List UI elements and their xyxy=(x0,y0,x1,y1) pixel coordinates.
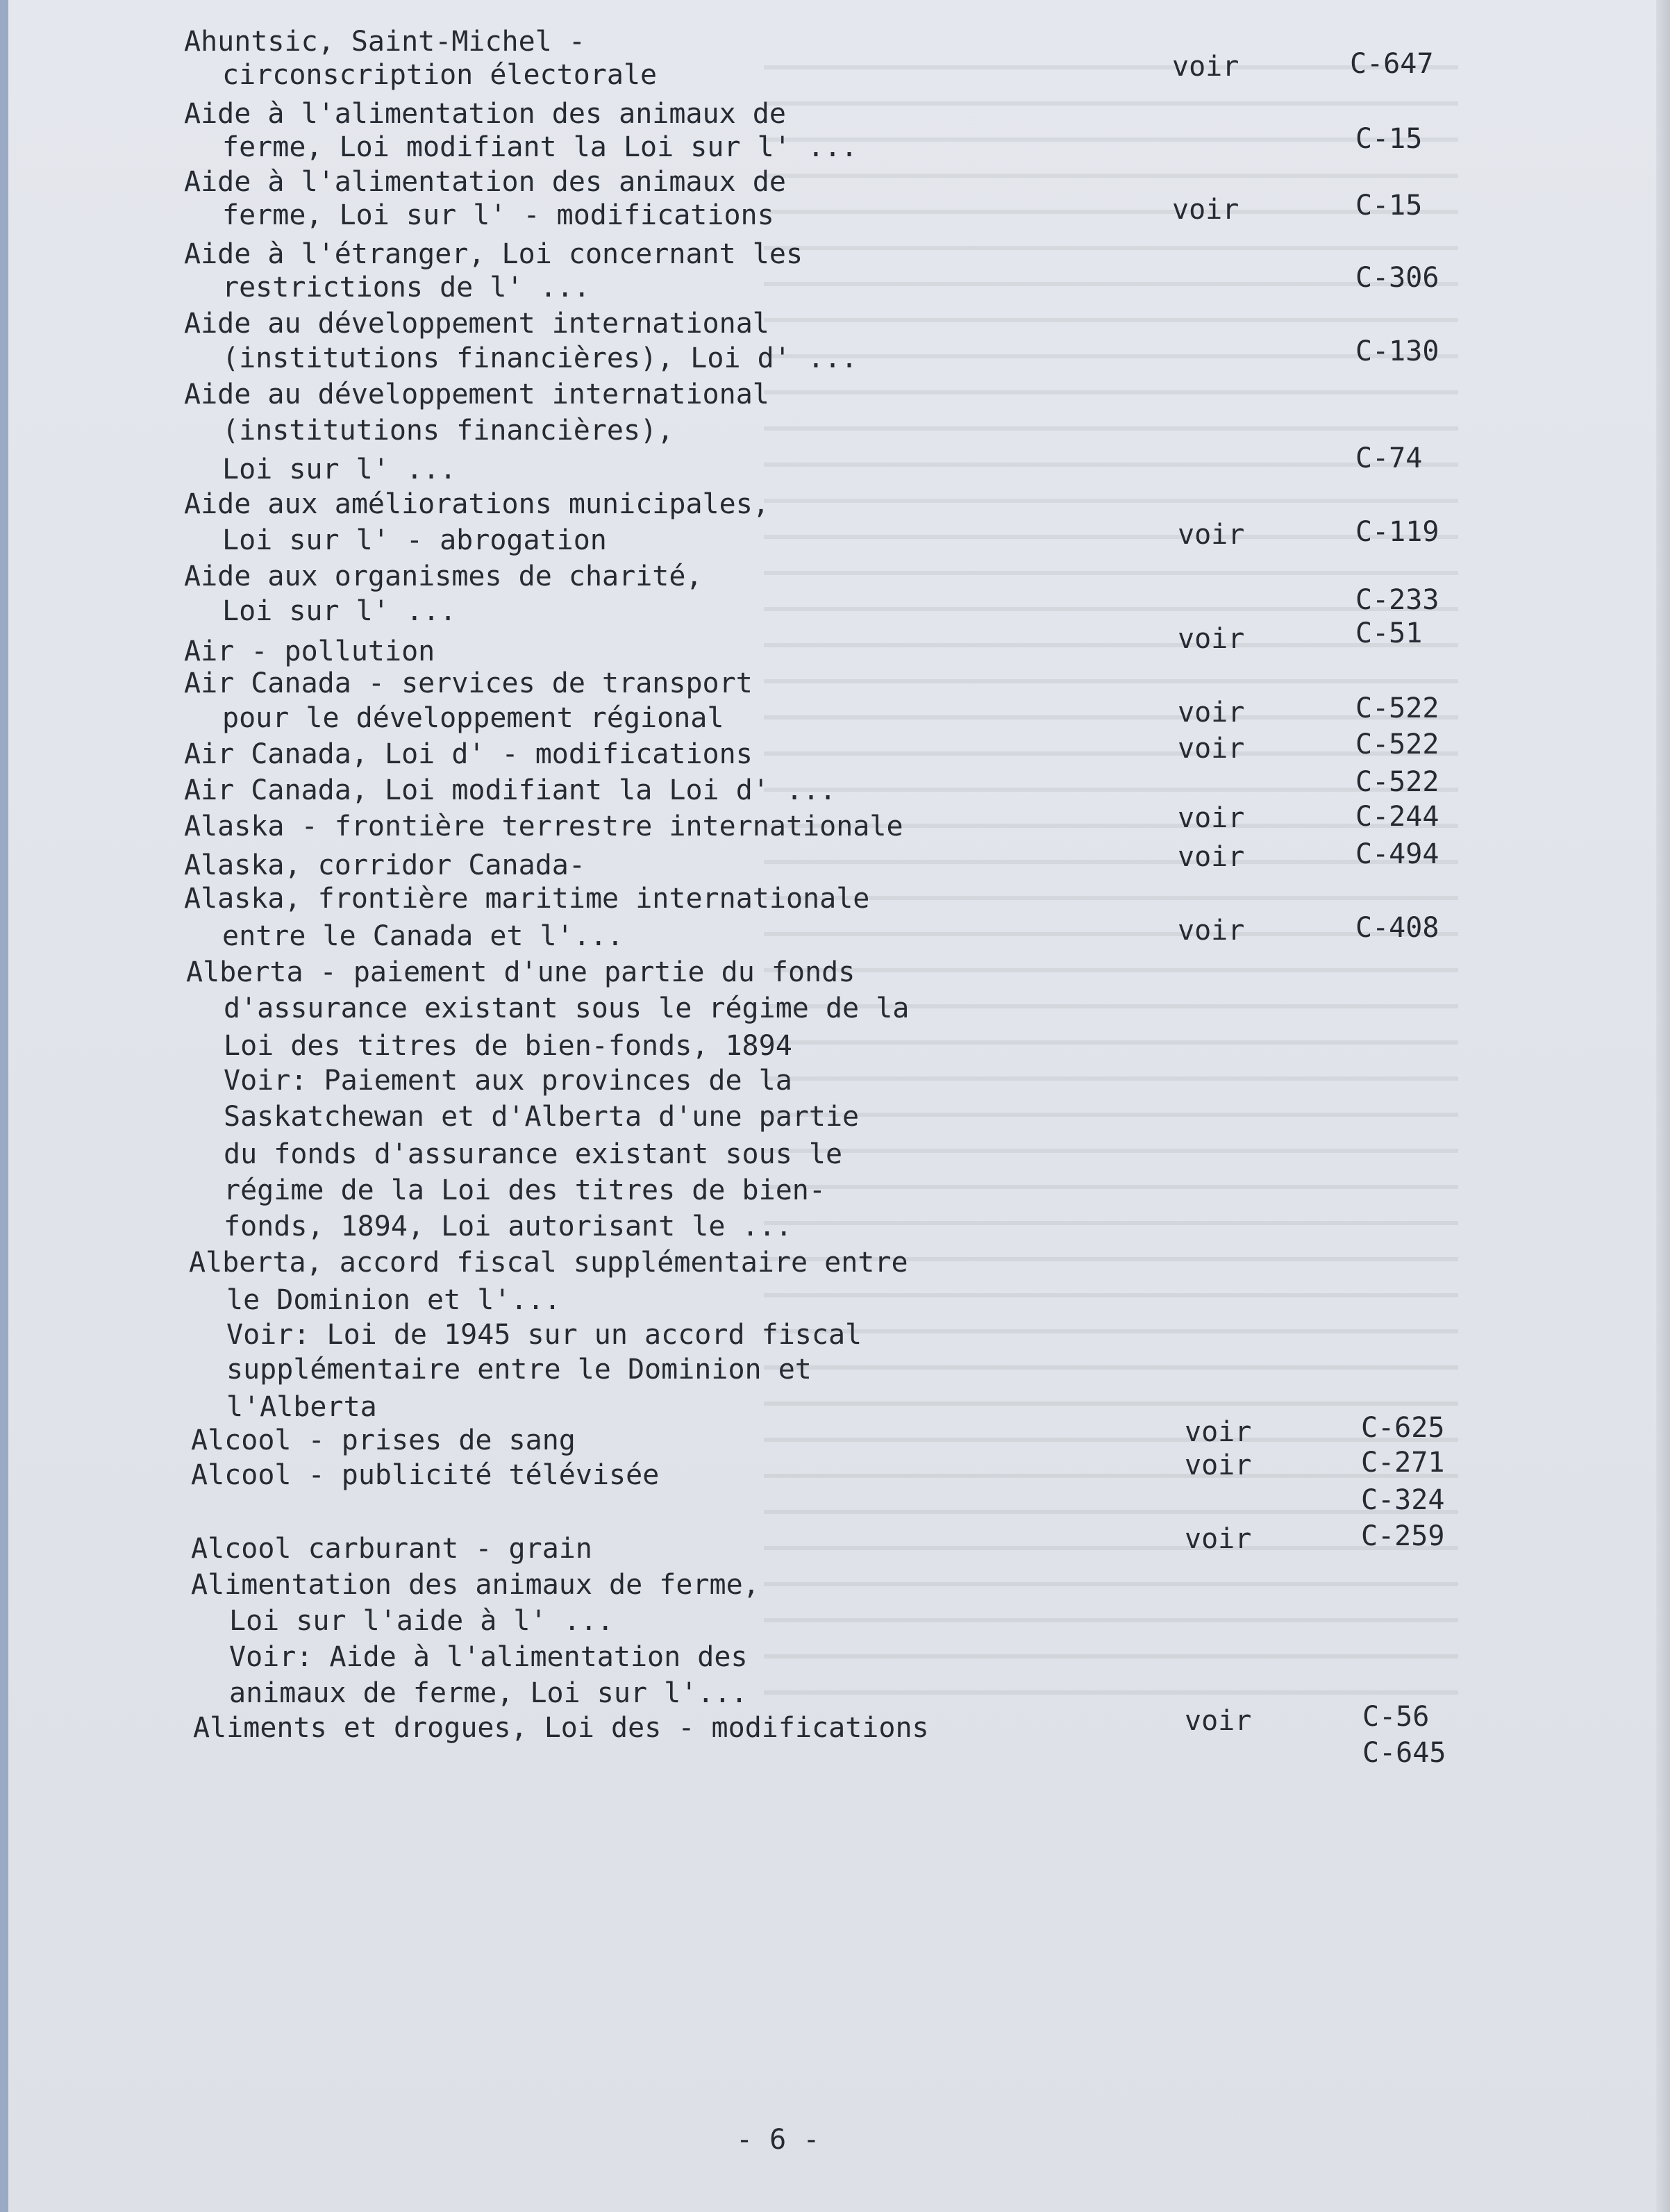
index-line: voir xyxy=(1178,915,1245,947)
index-line: C-522 xyxy=(1355,766,1439,798)
index-line: Air Canada, Loi modifiant la Loi d' ... xyxy=(184,774,837,806)
index-line: Aliments et drogues, Loi des - modifications xyxy=(193,1712,929,1744)
index-line: C-130 xyxy=(1355,335,1439,367)
index-line: voir xyxy=(1172,51,1239,83)
index-line: le Dominion et l'... xyxy=(226,1284,561,1316)
index-line: Saskatchewan et d'Alberta d'une partie xyxy=(224,1101,860,1133)
index-line: voir xyxy=(1172,194,1239,226)
index-line: voir xyxy=(1185,1449,1252,1481)
index-line: Aide au développement international xyxy=(184,379,769,410)
index-line: C-522 xyxy=(1355,692,1439,724)
index-line: Aide au développement international xyxy=(184,308,769,340)
index-line: entre le Canada et l'... xyxy=(222,920,624,952)
index-line: Aide aux améliorations municipales, xyxy=(184,488,769,520)
page-number: - 6 - xyxy=(736,2124,820,2156)
index-line: Loi sur l' - abrogation xyxy=(222,524,607,556)
index-line: l'Alberta xyxy=(226,1391,377,1423)
index-line: Loi sur l'aide à l' ... xyxy=(229,1605,614,1637)
index-line: Loi des titres de bien-fonds, 1894 xyxy=(224,1030,792,1062)
index-line: C-647 xyxy=(1350,48,1434,80)
index-line: C-15 xyxy=(1355,123,1423,155)
index-line: Loi sur l' ... xyxy=(222,454,457,485)
index-line: C-15 xyxy=(1355,190,1423,222)
index-line: Ahuntsic, Saint-Michel - xyxy=(184,26,585,58)
index-line: Voir: Loi de 1945 sur un accord fiscal xyxy=(226,1319,862,1351)
index-line: régime de la Loi des titres de bien- xyxy=(224,1174,826,1206)
index-line: C-324 xyxy=(1361,1484,1445,1516)
index-line: C-244 xyxy=(1355,801,1439,833)
index-line: animaux de ferme, Loi sur l'... xyxy=(229,1677,748,1709)
index-line: voir xyxy=(1178,623,1245,655)
index-line: C-645 xyxy=(1362,1737,1446,1769)
index-line: Alcool carburant - grain xyxy=(191,1533,592,1565)
index-line: C-625 xyxy=(1361,1412,1445,1444)
index-line: Aide à l'alimentation des animaux de xyxy=(184,98,786,130)
binding-edge xyxy=(0,0,8,2212)
index-line: Alcool - publicité télévisée xyxy=(191,1459,660,1491)
index-line: voir xyxy=(1185,1705,1252,1737)
index-line: Air Canada, Loi d' - modifications xyxy=(184,738,753,770)
index-line: Alcool - prises de sang xyxy=(191,1424,576,1456)
index-line: C-56 xyxy=(1362,1701,1430,1733)
index-line: supplémentaire entre le Dominion et xyxy=(226,1354,812,1386)
index-line: Alberta - paiement d'une partie du fonds xyxy=(186,956,855,988)
index-line: d'assurance existant sous le régime de la xyxy=(224,992,910,1024)
index-line: voir xyxy=(1178,802,1245,834)
bleed-through xyxy=(764,42,1458,1708)
index-line: voir xyxy=(1178,733,1245,765)
index-line: ferme, Loi modifiant la Loi sur l' ... xyxy=(222,131,858,163)
index-line: C-233 xyxy=(1355,584,1439,616)
index-line: pour le développement régional xyxy=(222,702,724,734)
index-line: C-494 xyxy=(1355,838,1439,870)
index-line: C-271 xyxy=(1361,1447,1445,1479)
index-line: Alimentation des animaux de ferme, xyxy=(191,1569,760,1601)
index-line: circonscription électorale xyxy=(222,59,658,91)
index-line: voir xyxy=(1178,841,1245,873)
index-line: C-306 xyxy=(1355,262,1439,294)
index-line: du fonds d'assurance existant sous le xyxy=(224,1138,843,1170)
index-line: Alberta, accord fiscal supplémentaire entre xyxy=(189,1247,908,1279)
index-line: (institutions financières), xyxy=(222,415,674,447)
index-line: voir xyxy=(1185,1416,1252,1448)
page-edge xyxy=(1656,0,1670,2212)
index-line: C-259 xyxy=(1361,1520,1445,1552)
index-line: Alaska, frontière maritime internationale xyxy=(184,883,870,915)
index-line: (institutions financières), Loi d' ... xyxy=(222,342,858,374)
index-line: ferme, Loi sur l' - modifications xyxy=(222,199,774,231)
index-line: Loi sur l' ... xyxy=(222,595,457,627)
index-line: Alaska, corridor Canada- xyxy=(184,849,585,881)
index-line: Voir: Paiement aux provinces de la xyxy=(224,1065,792,1097)
index-line: Aide aux organismes de charité, xyxy=(184,560,703,592)
index-line: C-51 xyxy=(1355,617,1423,649)
index-line: voir xyxy=(1185,1523,1252,1555)
index-line: voir xyxy=(1178,697,1245,729)
index-line: Alaska - frontière terrestre internationale xyxy=(184,810,903,842)
index-line: fonds, 1894, Loi autorisant le ... xyxy=(224,1211,792,1242)
index-line: C-74 xyxy=(1355,442,1423,474)
index-line: C-119 xyxy=(1355,516,1439,548)
index-line: Air Canada - services de transport xyxy=(184,667,753,699)
index-line: Aide à l'alimentation des animaux de xyxy=(184,166,786,198)
index-line: Air - pollution xyxy=(184,635,435,667)
index-line: voir xyxy=(1178,519,1245,551)
index-line: C-522 xyxy=(1355,729,1439,760)
index-line: restrictions de l' ... xyxy=(222,272,590,303)
index-line: Aide à l'étranger, Loi concernant les xyxy=(184,238,803,270)
index-line: Voir: Aide à l'alimentation des xyxy=(229,1641,748,1673)
index-line: C-408 xyxy=(1355,912,1439,944)
